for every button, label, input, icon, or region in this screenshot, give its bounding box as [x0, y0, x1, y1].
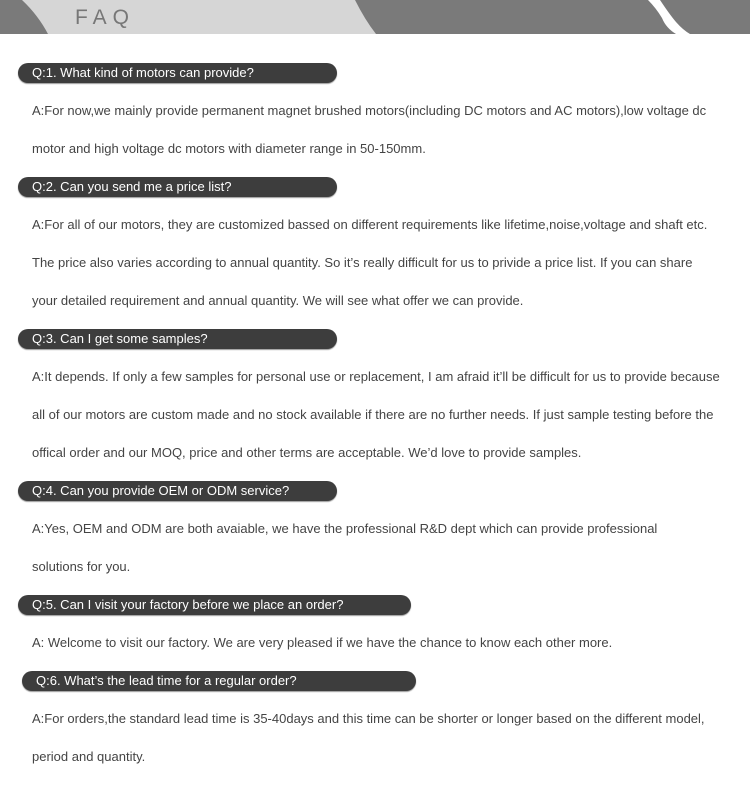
- faq-answer: [0, 358, 750, 472]
- answer-line: all of our motors are custom made and no stock available if there are no further needs. If just sample testing before the: [32, 407, 714, 422]
- faq-question: Q:1. What kind of motors can provide?: [18, 63, 337, 83]
- answer-line: solutions for you.: [32, 559, 131, 574]
- answer-line: motor and high voltage dc motors with diameter range in 50-150mm.: [32, 141, 426, 156]
- faq-question: Q:5. Can I visit your factory before we place an order?: [18, 595, 411, 615]
- faq-item: [0, 177, 750, 320]
- faq-item: [0, 481, 750, 586]
- faq-item: [0, 671, 750, 776]
- faq-question: Q:2. Can you send me a price list?: [18, 177, 337, 197]
- answer-line: A: Welcome to visit our factory. We are very pleased if we have the chance to know each other more.: [32, 635, 613, 650]
- page-title: FAQ: [75, 6, 136, 29]
- faq-question: Q:4. Can you provide OEM or ODM service?: [18, 481, 337, 501]
- faq-item: [0, 63, 750, 168]
- faq-list: [0, 63, 750, 785]
- faq-item: [0, 329, 750, 472]
- faq-answer: [0, 700, 750, 776]
- answer-line: A:For now,we mainly provide permanent magnet brushed motors(including DC motors and AC motors),low voltage dc: [32, 103, 707, 118]
- answer-line: offical order and our MOQ, price and other terms are acceptable. We’d love to provide samples.: [32, 445, 582, 460]
- faq-answer: [0, 624, 750, 662]
- answer-line: A:For orders,the standard lead time is 35-40days and this time can be shorter or longer based on the different model,: [32, 711, 705, 726]
- faq-header-banner: [0, 0, 750, 34]
- faq-item: [0, 595, 750, 662]
- answer-line: The price also varies according to annual quantity. So it’s really difficult for us to privide a price list. If you can share: [32, 255, 693, 270]
- faq-answer: [0, 92, 750, 168]
- answer-line: your detailed requirement and annual quantity. We will see what offer we can provide.: [32, 293, 524, 308]
- faq-answer: [0, 206, 750, 320]
- answer-line: A:For all of our motors, they are customized bassed on different requirements like lifetime,noise,voltage and shaft etc.: [32, 217, 708, 232]
- faq-question: Q:6. What’s the lead time for a regular order?: [22, 671, 416, 691]
- answer-line: A:Yes, OEM and ODM are both avaiable, we have the professional R&D dept which can provide professional: [32, 521, 658, 536]
- answer-line: period and quantity.: [32, 749, 146, 764]
- answer-line: A:It depends. If only a few samples for personal use or replacement, I am afraid it’ll be difficult for us to provide because: [32, 369, 720, 384]
- faq-question: Q:3. Can I get some samples?: [18, 329, 337, 349]
- faq-answer: [0, 510, 750, 586]
